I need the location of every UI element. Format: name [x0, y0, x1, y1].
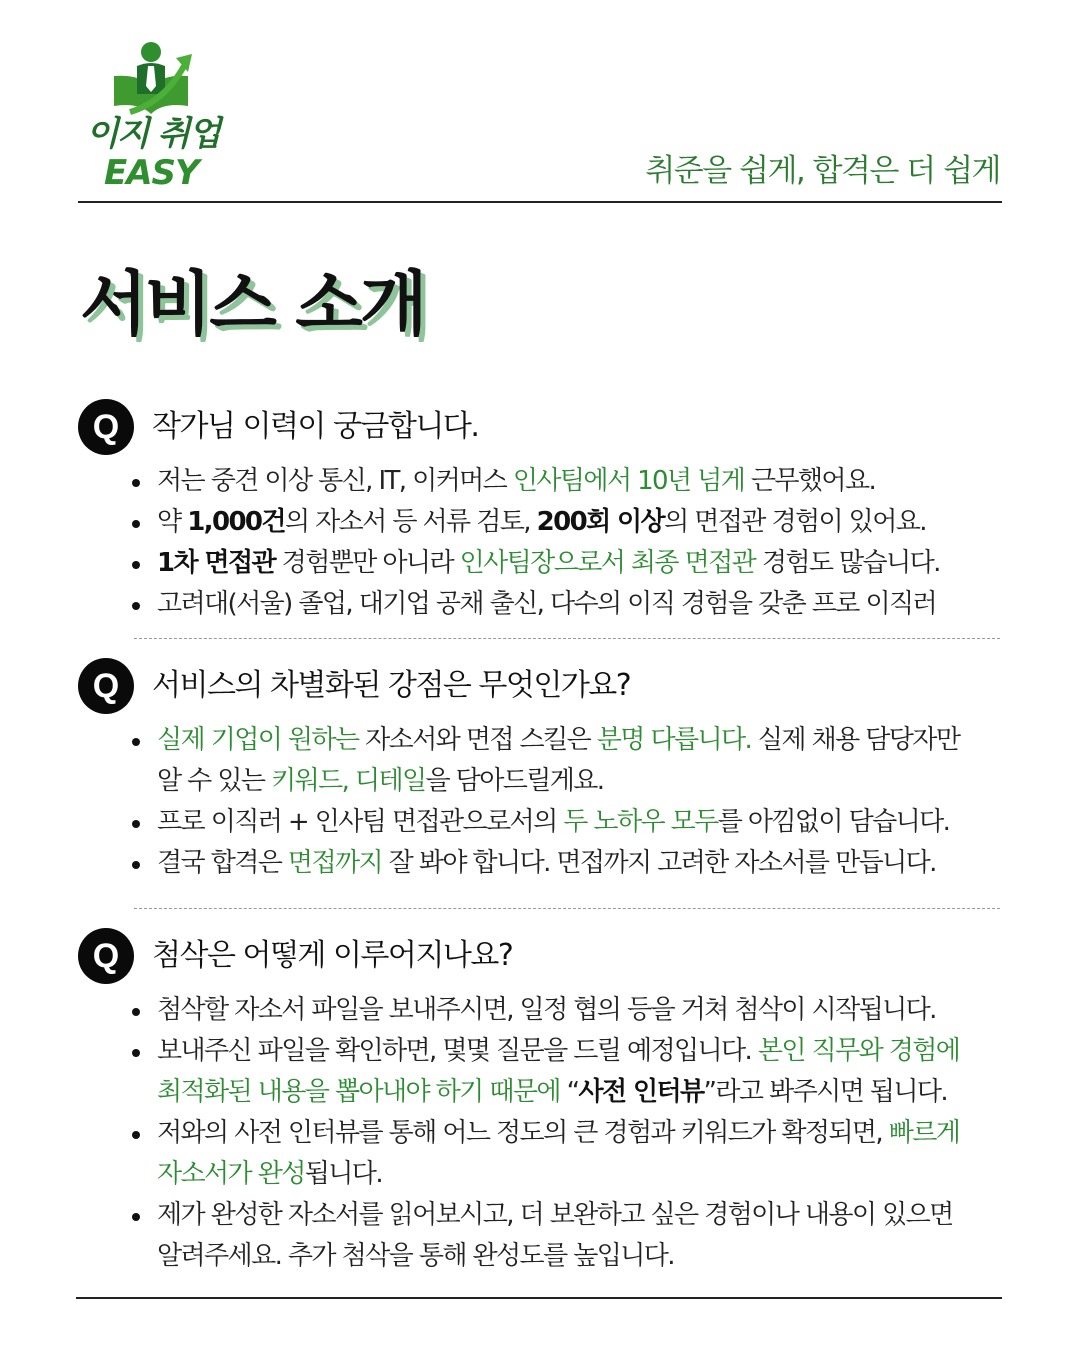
text-segment: 자소서와 면접 스킬은	[358, 725, 597, 755]
bold-text: 1,000건	[187, 507, 285, 537]
item-line	[157, 843, 1002, 884]
question-text: 서비스의 차별화된 강점은 무엇인가요?	[152, 668, 631, 703]
list-item	[78, 1195, 1002, 1277]
faq-section-2	[78, 658, 1002, 884]
item-line	[157, 1113, 1002, 1154]
item-line	[157, 1195, 1002, 1236]
text-segment: 근무했어요.	[744, 466, 876, 496]
bullet-list	[78, 461, 1002, 625]
list-item	[78, 502, 1002, 543]
text-segment: ”라고 봐주시면 됩니다.	[703, 1077, 948, 1107]
list-item	[78, 990, 1002, 1031]
list-item	[78, 843, 1002, 884]
text-segment: 약	[157, 507, 188, 537]
text-segment: 잘 봐야 합니다. 면접까지 고려한 자소서를 만듭니다.	[382, 848, 936, 878]
item-line	[157, 1072, 1002, 1113]
highlight-text: 두 노하우 모두	[563, 807, 718, 837]
item-line	[157, 802, 1002, 843]
logo-text-easy: EASY	[104, 153, 199, 193]
logo-icon	[84, 40, 219, 120]
section-divider	[134, 638, 1000, 639]
text-segment: 저는 중견 이상 통신, IT, 이커머스	[157, 466, 513, 496]
bullet-icon	[132, 602, 140, 610]
question-header	[78, 658, 1002, 714]
highlight-text: 최적화된 내용을 뽑아내야 하기 때문에	[157, 1077, 560, 1107]
highlight-text: 본인 직무와 경험에	[757, 1036, 960, 1066]
section-divider	[134, 908, 1000, 909]
q-badge-icon: Q	[78, 928, 134, 984]
bullet-icon	[132, 1049, 140, 1057]
text-segment: 결국 합격은	[157, 848, 288, 878]
item-line	[157, 761, 1002, 802]
item-line	[157, 1154, 1002, 1195]
bullet-icon	[132, 738, 140, 746]
text-segment: 알려주세요. 추가 첨삭을 통해 완성도를 높입니다.	[157, 1241, 674, 1271]
text-segment: “	[559, 1077, 579, 1107]
text-segment: 의 면접관 경험이 있어요.	[664, 507, 926, 537]
list-item	[78, 720, 1002, 802]
item-line	[157, 502, 1002, 543]
text-segment: 알 수 있는	[157, 766, 272, 796]
text-segment: 를 아낌없이 담습니다.	[717, 807, 950, 837]
text-segment: 경험뿐만 아니라	[275, 548, 460, 578]
item-line	[157, 720, 1002, 761]
bullet-list	[78, 720, 1002, 884]
question-text: 작가님 이력이 궁금합니다.	[152, 409, 479, 444]
item-line	[157, 584, 1002, 625]
tagline: 취준을 쉽게, 합격은 더 쉽게	[645, 153, 1000, 189]
text-segment: 첨삭할 자소서 파일을 보내주시면, 일정 협의 등을 거쳐 첨삭이 시작됩니다.	[157, 995, 936, 1025]
header-divider	[78, 201, 1002, 203]
page-title: 서비스 소개	[80, 263, 425, 345]
text-segment: 실제 채용 담당자만	[751, 725, 960, 755]
bullet-list	[78, 990, 1002, 1277]
bold-text: 200회 이상	[536, 507, 665, 537]
text-segment: 저와의 사전 인터뷰를 통해 어느 정도의 큰 경험과 키워드가 확정되면,	[157, 1118, 889, 1148]
highlight-text: 빠르게	[888, 1118, 960, 1148]
question-header	[78, 399, 1002, 455]
bullet-icon	[132, 820, 140, 828]
bold-text: 사전 인터뷰	[578, 1077, 704, 1107]
text-segment: 보내주신 파일을 확인하면, 몇몇 질문을 드릴 예정입니다.	[157, 1036, 758, 1066]
list-item	[78, 802, 1002, 843]
highlight-text: 분명 다릅니다.	[596, 725, 752, 755]
bullet-icon	[132, 861, 140, 869]
footer-divider	[76, 1297, 1002, 1299]
highlight-text: 인사팀장으로서 최종 면접관	[459, 548, 756, 578]
text-segment: 됩니다.	[304, 1159, 382, 1189]
text-segment: 의 자소서 등 서류 검토,	[284, 507, 537, 537]
q-badge-icon: Q	[78, 399, 134, 455]
bullet-icon	[132, 479, 140, 487]
logo-text-korean: 이지 취업	[86, 114, 220, 154]
bold-text: 1차 면접관	[157, 548, 276, 578]
text-segment: 을 담아드릴게요.	[425, 766, 604, 796]
list-item	[78, 461, 1002, 502]
item-line	[157, 1031, 1002, 1072]
highlight-text: 자소서가 완성	[157, 1159, 305, 1189]
text-segment: 고려대(서울) 졸업, 대기업 공채 출신, 다수의 이직 경험을 갖춘 프로 이직러	[157, 589, 937, 619]
item-line	[157, 1236, 1002, 1277]
bullet-icon	[132, 1213, 140, 1221]
list-item	[78, 543, 1002, 584]
question-text: 첨삭은 어떻게 이루어지나요?	[152, 938, 513, 973]
highlight-text: 실제 기업이 원하는	[157, 725, 359, 755]
question-header	[78, 928, 1002, 984]
item-line	[157, 990, 1002, 1031]
bullet-icon	[132, 520, 140, 528]
text-segment: 경험도 많습니다.	[755, 548, 940, 578]
q-badge-icon: Q	[78, 658, 134, 714]
list-item	[78, 1031, 1002, 1113]
highlight-text: 인사팀에서 10년 넘게	[512, 466, 745, 496]
faq-section-1	[78, 399, 1002, 625]
text-segment: 제가 완성한 자소서를 읽어보시고, 더 보완하고 싶은 경험이나 내용이 있으면	[157, 1200, 953, 1230]
item-line	[157, 461, 1002, 502]
bullet-icon	[132, 1131, 140, 1139]
text-segment: 프로 이직러 + 인사팀 면접관으로서의	[157, 807, 564, 837]
bullet-icon	[132, 561, 140, 569]
highlight-text: 면접까지	[287, 848, 382, 878]
list-item	[78, 584, 1002, 625]
highlight-text: 키워드, 디테일	[271, 766, 426, 796]
faq-section-3	[78, 928, 1002, 1277]
bullet-icon	[132, 1008, 140, 1016]
list-item	[78, 1113, 1002, 1195]
item-line	[157, 543, 1002, 584]
